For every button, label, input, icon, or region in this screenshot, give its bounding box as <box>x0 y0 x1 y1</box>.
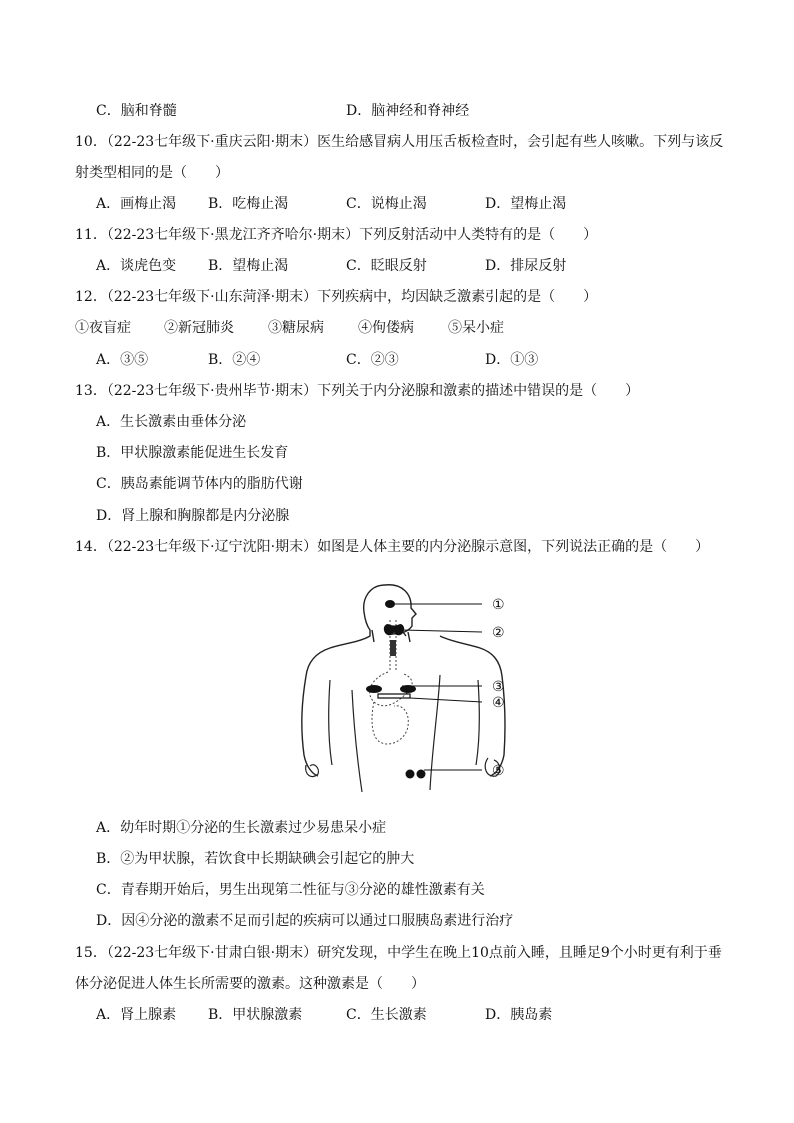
q9-option-c: C．脑和脊髓 <box>96 103 177 119</box>
endocrine-glands-diagram <box>290 580 520 795</box>
arm-inner-left <box>329 680 332 765</box>
q13-option-b: B．甲状腺激素能促进生长发育 <box>96 445 289 461</box>
q12-stem: 12．（22-23七年级下·山东菏泽·期末）下列疾病中，均因缺乏激素引起的是（ ） <box>75 289 598 305</box>
q11-option-a: A．谈虎色变 <box>96 258 177 274</box>
digestive-tract <box>370 620 413 744</box>
leader-line-2 <box>402 630 482 632</box>
q10-stem-line1: 10．（22-23七年级下·重庆云阳·期末）医生给感冒病人用压舌板检查时，会引起有些人咳嗽。下列与该反 <box>75 134 724 150</box>
q12-item-4: ④佝偻病 <box>358 320 414 336</box>
q10-option-b: B．吃梅止渴 <box>208 196 289 212</box>
q9-option-d: D．脑神经和脊神经 <box>346 103 470 119</box>
q10-stem-line2: 射类型相同的是（ ） <box>75 165 229 181</box>
q14-option-a: A．幼年时期①分泌的生长激素过少易患呆小症 <box>96 820 387 836</box>
q12-item-3: ③糖尿病 <box>268 320 324 336</box>
diagram-label-1: ① <box>492 597 505 613</box>
q10-option-d: D．望梅止渴 <box>485 196 567 212</box>
gonad-left <box>406 770 415 779</box>
q10-option-a: A．画梅止渴 <box>96 196 177 212</box>
thymus <box>390 640 396 656</box>
q15-option-c: C．生长激素 <box>346 1007 427 1023</box>
q13-stem: 13．（22-23七年级下·贵州毕节·期末）下列关于内分泌腺和激素的描述中错误的是（ ） <box>75 383 640 399</box>
q14-option-c: C．青春期开始后，男生出现第二性征与③分泌的雄性激素有关 <box>96 882 485 898</box>
diagram-label-5: ⑤ <box>492 763 505 779</box>
body-outline <box>302 585 505 776</box>
q12-option-b: B．②④ <box>208 352 261 368</box>
q14-option-b: B．②为甲状腺，若饮食中长期缺碘会引起它的肿大 <box>96 851 415 867</box>
q12-option-a: A．③⑤ <box>96 352 149 368</box>
adrenal-left <box>366 685 382 693</box>
q12-item-2: ②新冠肺炎 <box>164 320 234 336</box>
diagram-label-4: ④ <box>492 695 505 711</box>
q12-item-1: ①夜盲症 <box>75 320 131 336</box>
q14-stem: 14．（22-23七年级下·辽宁沈阳·期末）如图是人体主要的内分泌腺示意图，下列说法正确的是（ ） <box>75 539 710 555</box>
diagram-label-3: ③ <box>492 679 505 695</box>
q15-option-d: D．胰岛素 <box>485 1007 553 1023</box>
q11-option-c: C．眨眼反射 <box>346 258 427 274</box>
q15-stem-line2: 体分泌促进人体生长所需要的激素。这种激素是（ ） <box>75 976 425 992</box>
q13-option-a: A．生长激素由垂体分泌 <box>96 414 247 430</box>
q15-option-a: A．肾上腺素 <box>96 1007 177 1023</box>
q12-option-c: C．②③ <box>346 352 399 368</box>
pancreas <box>378 694 410 698</box>
q12-option-d: D．①③ <box>485 352 539 368</box>
torso-left <box>352 690 362 792</box>
q11-option-d: D．排尿反射 <box>485 258 567 274</box>
torso-right <box>430 675 440 790</box>
q11-stem: 11．（22-23七年级下·黑龙江齐齐哈尔·期末）下列反射活动中人类特有的是（ ） <box>75 227 598 243</box>
q12-item-5: ⑤呆小症 <box>448 320 504 336</box>
pituitary-gland <box>385 600 395 608</box>
diagram-label-2: ② <box>492 625 505 641</box>
leader-line-4 <box>410 698 482 702</box>
q13-option-c: C．胰岛素能调节体内的脂肪代谢 <box>96 476 303 492</box>
arm-inner-right <box>476 680 479 765</box>
q15-option-b: B．甲状腺激素 <box>208 1007 303 1023</box>
q11-option-b: B．望梅止渴 <box>208 258 289 274</box>
gonad-right <box>417 770 426 779</box>
q13-option-d: D．肾上腺和胸腺都是内分泌腺 <box>96 508 290 524</box>
q14-option-d: D．因④分泌的激素不足而引起的疾病可以通过口服胰岛素进行治疗 <box>96 913 514 929</box>
q15-stem-line1: 15．（22-23七年级下·甘肃白银·期末）研究发现，中学生在晚上10点前入睡，且睡足9个小时更有利于垂 <box>75 945 722 961</box>
q10-option-c: C．说梅止渴 <box>346 196 427 212</box>
